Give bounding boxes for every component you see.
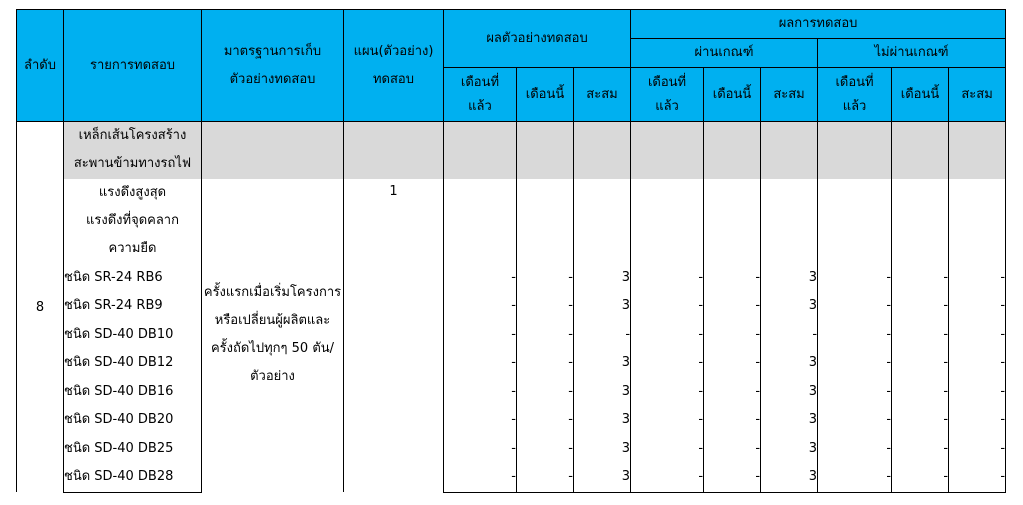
row-name: ชนิด SR-24 RB6 — [64, 264, 202, 293]
header-standard — [202, 10, 344, 122]
standard-line2: หรือเปลี่ยนผู้ผลิตและ — [214, 313, 331, 329]
row-value: - — [517, 349, 574, 378]
row-value: 3 — [761, 378, 818, 407]
header-plan — [344, 10, 444, 122]
row-value: 3 — [574, 264, 631, 293]
test-results-table — [16, 9, 1006, 493]
row-value: 3 — [574, 463, 631, 492]
row-value: - — [818, 463, 892, 492]
row-value: - — [892, 264, 949, 293]
header-this-month: เดือนนี้ — [892, 68, 949, 122]
row-value: - — [444, 321, 517, 350]
row-value: - — [631, 435, 704, 464]
row-value: - — [818, 264, 892, 293]
header-last-month-line2: แล้ว — [842, 98, 867, 114]
header-last-month-line2: แล้ว — [468, 98, 492, 114]
header-this-month: เดือนนี้ — [704, 68, 761, 122]
table-row — [17, 378, 1006, 407]
row-value: - — [949, 406, 1006, 435]
header-last-month-line1: เดือนที่ — [460, 74, 500, 90]
row-value: - — [818, 435, 892, 464]
row-value: - — [949, 378, 1006, 407]
row-value: - — [818, 378, 892, 407]
row-value: - — [444, 264, 517, 293]
header-plan-line1: แผน(ตัวอย่าง) — [353, 43, 434, 59]
row-value: - — [704, 463, 761, 492]
row-value: - — [704, 321, 761, 350]
standard-line3: ครั้งถัดไปทุกๆ 50 ตัน/ — [210, 341, 335, 357]
header-fail: ไม่ผ่านเกณฑ์ — [818, 39, 1006, 68]
row-value: - — [631, 406, 704, 435]
table-row — [17, 321, 1006, 350]
header-seq: ลำดับ — [17, 10, 64, 122]
row-value: - — [517, 264, 574, 293]
header-test-item: รายการทดสอบ — [64, 10, 202, 122]
row-value: - — [818, 321, 892, 350]
row-name: ชนิด SD-40 DB20 — [64, 406, 202, 435]
row-value: 3 — [761, 349, 818, 378]
row-value: - — [892, 292, 949, 321]
row-name: ชนิด SD-40 DB10 — [64, 321, 202, 350]
row-value: - — [704, 264, 761, 293]
table-row — [17, 292, 1006, 321]
header-cumulative: สะสม — [574, 68, 631, 122]
row-value: 3 — [574, 349, 631, 378]
row-value: - — [631, 463, 704, 492]
row-value: 3 — [574, 435, 631, 464]
row-value: - — [631, 264, 704, 293]
row-value: - — [517, 321, 574, 350]
row-value: - — [574, 321, 631, 350]
row-value: - — [761, 321, 818, 350]
row-value: - — [444, 292, 517, 321]
header-last-month — [444, 68, 517, 122]
standard-line4: ตัวอย่าง — [250, 369, 295, 385]
row-value: - — [818, 292, 892, 321]
row-value: - — [949, 463, 1006, 492]
header-last-month — [631, 68, 704, 122]
standard-line1: ครั้งแรกเมื่อเริ่มโครงการ — [203, 285, 342, 301]
row-value: - — [949, 321, 1006, 350]
row-name: ชนิด SD-40 DB16 — [64, 378, 202, 407]
row-value: - — [892, 463, 949, 492]
row-value: - — [444, 406, 517, 435]
group-seq: 8 — [17, 122, 64, 493]
row-value: - — [704, 435, 761, 464]
row-value: - — [517, 378, 574, 407]
header-test-result: ผลการทดสอบ — [631, 10, 1006, 39]
row-value: - — [892, 435, 949, 464]
row-value: - — [631, 321, 704, 350]
row-value: - — [704, 378, 761, 407]
row-value: - — [444, 378, 517, 407]
row-value: - — [444, 435, 517, 464]
sub-item-max-tensile: แรงดึงสูงสุด — [98, 184, 167, 200]
row-value: - — [892, 406, 949, 435]
row-value: 3 — [761, 292, 818, 321]
row-value: - — [892, 321, 949, 350]
sub-item-elongation: ความยืด — [108, 240, 157, 256]
table-row — [17, 406, 1006, 435]
standard-text — [202, 179, 344, 493]
sub-item-yield: แรงดึงที่จุดคลาก — [86, 212, 179, 228]
header-cumulative: สะสม — [949, 68, 1006, 122]
row-value: - — [949, 292, 1006, 321]
row-value: - — [631, 378, 704, 407]
row-value: 3 — [761, 264, 818, 293]
header-this-month: เดือนนี้ — [517, 68, 574, 122]
header-standard-line1: มาตรฐานการเก็บ — [223, 43, 322, 59]
row-name: ชนิด SD-40 DB25 — [64, 435, 202, 464]
header-last-month — [818, 68, 892, 122]
row-value: - — [818, 406, 892, 435]
table-row — [17, 435, 1006, 464]
row-name: ชนิด SD-40 DB12 — [64, 349, 202, 378]
row-value: - — [704, 406, 761, 435]
row-value: - — [517, 292, 574, 321]
row-value: - — [949, 349, 1006, 378]
header-last-month-line1: เดือนที่ — [647, 74, 687, 90]
table-row — [17, 264, 1006, 293]
row-value: - — [949, 435, 1006, 464]
header-standard-line2: ตัวอย่างทดสอบ — [229, 71, 316, 87]
row-value: - — [704, 349, 761, 378]
group-title-line2: สะพานข้ามทางรถไฟ — [73, 156, 192, 171]
row-value: - — [517, 406, 574, 435]
row-value: - — [704, 292, 761, 321]
header-plan-line2: ทดสอบ — [372, 71, 414, 87]
row-value: - — [517, 463, 574, 492]
row-value: 3 — [761, 406, 818, 435]
header-last-month-line1: เดือนที่ — [835, 74, 874, 90]
row-value: - — [517, 435, 574, 464]
header-pass: ผ่านเกณฑ์ — [631, 39, 818, 68]
row-value: - — [892, 378, 949, 407]
row-name: ชนิด SR-24 RB9 — [64, 292, 202, 321]
row-value: 3 — [761, 463, 818, 492]
table-row — [17, 463, 1006, 492]
header-cumulative: สะสม — [761, 68, 818, 122]
row-value: 3 — [574, 378, 631, 407]
group-title-line1: เหล็กเส้นโครงสร้าง — [78, 128, 187, 143]
row-value: - — [892, 349, 949, 378]
header-last-month-line2: แล้ว — [655, 98, 679, 114]
row-value: - — [631, 349, 704, 378]
row-value: 3 — [574, 406, 631, 435]
table-row — [17, 349, 1006, 378]
group-title — [64, 122, 202, 179]
row-name: ชนิด SD-40 DB28 — [64, 463, 202, 492]
row-value: - — [631, 292, 704, 321]
row-value: 3 — [761, 435, 818, 464]
plan-value: 1 — [344, 179, 444, 493]
header-sample-result: ผลตัวอย่างทดสอบ — [444, 10, 631, 68]
row-value: - — [949, 264, 1006, 293]
row-value: 3 — [574, 292, 631, 321]
sub-items — [64, 179, 202, 264]
row-value: - — [818, 349, 892, 378]
row-value: - — [444, 463, 517, 492]
row-value: - — [444, 349, 517, 378]
